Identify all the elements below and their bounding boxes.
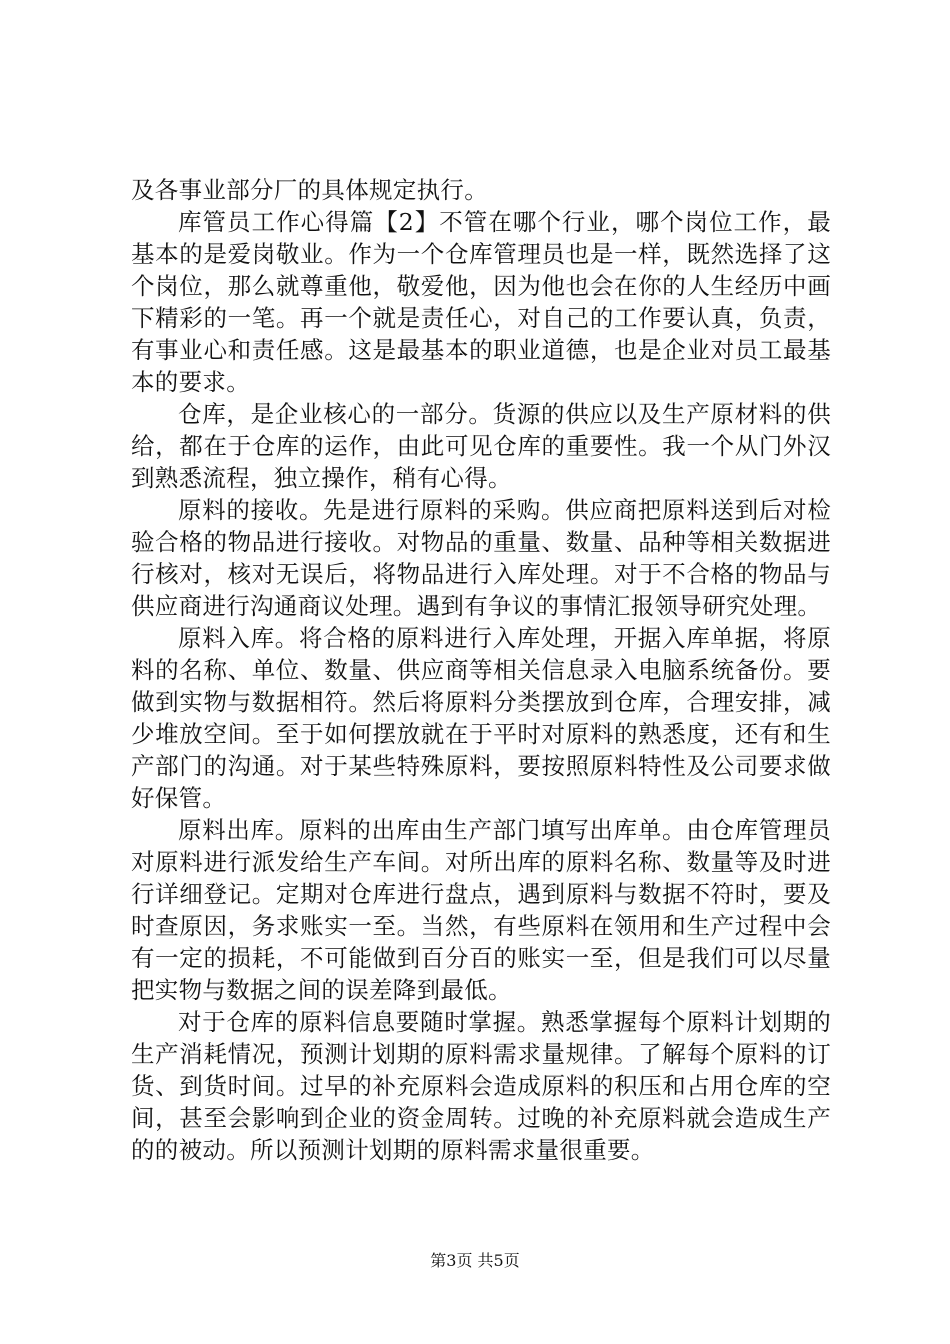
page-number-footer: 第3页 共5页 [430,1251,520,1270]
paragraph-intro: 库管员工作心得篇【2】不管在哪个行业，哪个岗位工作，最基本的是爱岗敬业。作为一个仓库管理员也是一样，既然选择了这个岗位，那么就尊重他，敬爱他，因为他也会在你的人生经历中画下精彩的一笔。再一个就是责任心，对自己的工作要认真，负责，有事业心和责任感。这是最基本的职业道德，也是企业对员工最基本的要求。 [131,208,831,396]
paragraph-inventory-info: 对于仓库的原料信息要随时掌握。熟悉掌握每个原料计划期的生产消耗情况，预测计划期的原料需求量规律。了解每个原料的订货、到货时间。过早的补充原料会造成原料的积压和占用仓库的空间，甚至会影响到企业的资金周转。过晚的补充原料就会造成生产的的被动。所以预测计划期的原料需求量很重要。 [131,1008,831,1164]
paragraph-stock-in: 原料入库。将合格的原料进行入库处理，开据入库单据，将原料的名称、单位、数量、供应商等相关信息录入电脑系统备份。要做到实物与数据相符。然后将原料分类摆放到仓库，合理安排，减少堆放空间。至于如何摆放就在于平时对原料的熟悉度，还有和生产部门的沟通。对于某些特殊原料，要按照原料特性及公司要求做好保管。 [131,624,831,812]
paragraph-warehouse: 仓库，是企业核心的一部分。货源的供应以及生产原材料的供给，都在于仓库的运作，由此可见仓库的重要性。我一个从门外汉到熟悉流程，独立操作，稍有心得。 [131,400,831,492]
paragraph-continuation: 及各事业部分厂的具体规定执行。 [131,176,488,204]
paragraph-stock-out: 原料出库。原料的出库由生产部门填写出库单。由仓库管理员对原料进行派发给生产车间。对所出库的原料名称、数量等及时进行详细登记。定期对仓库进行盘点，遇到原料与数据不符时，要及时查原因，务求账实一至。当然，有些原料在领用和生产过程中会有一定的损耗，不可能做到百分百的账实一至，但是我们可以尽量把实物与数据之间的误差降到最低。 [131,816,831,1004]
document-body [131,174,831,1166]
paragraph-receiving: 原料的接收。先是进行原料的采购。供应商把原料送到后对检验合格的物品进行接收。对物品的重量、数量、品种等相关数据进行核对，核对无误后，将物品进行入库处理。对于不合格的物品与供应商进行沟通商议处理。遇到有争议的事情汇报领导研究处理。 [131,496,831,620]
